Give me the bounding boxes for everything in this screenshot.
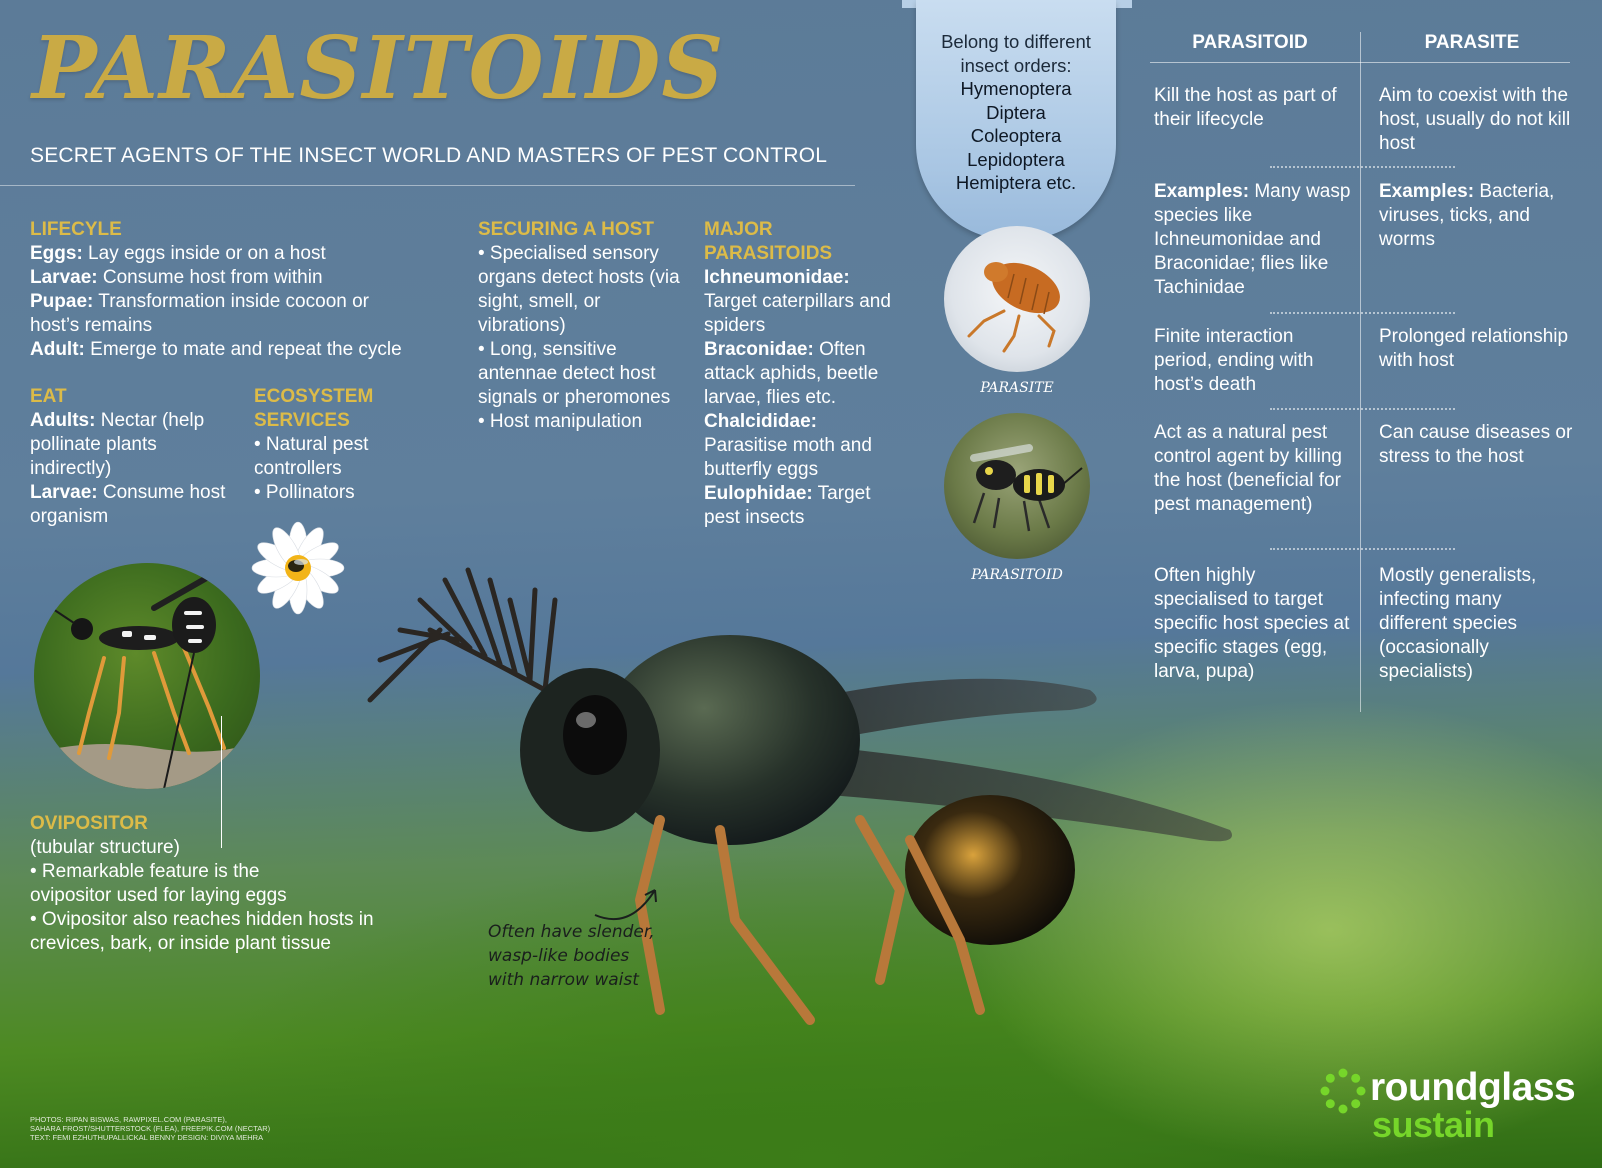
insect-order: Lepidoptera	[967, 148, 1065, 170]
major-parasitoids-item: Braconidae: Often attack aphids, beetle larvae, flies etc.	[704, 339, 879, 408]
table-cell-parasitoid: Kill the host as part of their lifecycle	[1154, 85, 1337, 130]
ecosystem-heading: ECOSYSTEM SERVICES	[254, 386, 374, 431]
table-row-divider	[1270, 166, 1455, 168]
table-header-parasite: PARASITE	[1424, 32, 1520, 53]
wasp-body-note: Often have slender, wasp-like bodies with narrow waist	[488, 922, 655, 990]
table-row-divider	[1270, 548, 1455, 550]
insect-order: Hymenoptera	[960, 78, 1072, 99]
title-divider	[0, 185, 855, 186]
insect-order: Hemiptera etc.	[955, 172, 1077, 193]
eat-item: Adults: Nectar (help pollinate plants indirectly)	[30, 410, 205, 479]
roundglass-logo-icon	[1320, 1068, 1366, 1114]
lifecycle-item: Adult: Emerge to mate and repeat the cycle	[30, 339, 402, 360]
securing-host-item: • Host manipulation	[478, 411, 643, 432]
table-row-divider	[1270, 408, 1455, 410]
page-title: PARASITOIDS	[32, 18, 725, 119]
lifecycle-heading: LIFECYLE	[30, 219, 122, 240]
ecosystem-item: • Natural pest controllers	[254, 434, 369, 479]
lifecycle-item: Larvae: Consume host from within	[30, 267, 323, 288]
ovipositor-wasp-image	[34, 563, 260, 789]
table-cell-parasitoid: Act as a natural pest control agent by killing the host (beneficial for pest management)	[1154, 422, 1342, 515]
major-parasitoids-item: Ichneumonidae: Target caterpillars and spiders	[704, 267, 891, 336]
securing-host-item: • Long, sensitive antennae detect host signals or pheromones	[478, 339, 671, 408]
insect-order: Diptera	[986, 101, 1046, 123]
ecosystem-item: • Pollinators	[254, 482, 355, 503]
daisy-flower-image	[248, 518, 348, 618]
parasitoid-caption: PARASITOID	[971, 567, 1063, 583]
table-cell-parasite: Can cause diseases or stress to the host	[1379, 422, 1573, 467]
lifecycle-section	[30, 218, 450, 362]
parasite-caption: PARASITE	[980, 380, 1054, 396]
table-cell-parasitoid: Often highly specialised to target specific host species at specific stages (egg, larva, pupa)	[1154, 565, 1350, 682]
major-parasitoids-section	[704, 218, 904, 530]
securing-host-section	[478, 218, 683, 434]
table-cell-parasitoid: Examples: Many wasp species like Ichneumonidae and Braconidae; flies like Tachinidae	[1154, 181, 1351, 298]
ovipositor-heading: OVIPOSITOR	[30, 813, 148, 834]
table-cell-parasite: Prolonged relationship with host	[1379, 326, 1569, 371]
brand-tagline: sustain	[1372, 1104, 1495, 1145]
ovipositor-item: • Ovipositor also reaches hidden hosts in crevices, bark, or inside plant tissue	[30, 909, 374, 954]
major-parasitoids-heading: MAJOR PARASITOIDS	[704, 219, 833, 264]
table-cell-parasite: Examples: Bacteria, viruses, ticks, and worms	[1379, 181, 1555, 250]
ecosystem-section	[254, 385, 404, 505]
table-column-divider	[1360, 32, 1361, 712]
table-row-divider	[1270, 312, 1455, 314]
securing-host-item: • Specialised sensory organs detect hosts (via sight, smell, or vibrations)	[478, 243, 680, 336]
photo-credits	[30, 1115, 270, 1142]
table-cell-parasite: Aim to coexist with the host, usually do not kill host	[1379, 85, 1571, 154]
eat-heading: EAT	[30, 386, 67, 407]
flea-image	[944, 226, 1090, 372]
credit-line: SAHARA FROST/SHUTTERSTOCK (FLEA), FREEPIK.COM (NECTAR)	[30, 1124, 271, 1133]
insect-orders-intro: Belong to different insect orders:	[941, 31, 1091, 76]
table-header-parasitoid: PARASITOID	[1192, 32, 1308, 53]
main-parasitoid-wasp-image	[340, 540, 1270, 1060]
table-cell-parasitoid: Finite interaction period, ending with host’s death	[1154, 326, 1314, 395]
page-subtitle: SECRET AGENTS OF THE INSECT WORLD AND MASTERS OF PEST CONTROL	[30, 144, 828, 167]
lifecycle-item: Pupae: Transformation inside cocoon or host’s remains	[30, 291, 369, 336]
parasitoid-wasp-image	[944, 413, 1090, 559]
major-parasitoids-item: Chalcididae: Parasitise moth and butterfly eggs	[704, 411, 872, 480]
table-cell-parasite: Mostly generalists, infecting many different species (occasionally specialists)	[1379, 565, 1537, 682]
credit-line: PHOTOS: RIPAN BISWAS, RAWPIXEL.COM (PARASITE),	[30, 1115, 227, 1124]
brand-name: roundglass	[1370, 1066, 1576, 1109]
lifecycle-item: Eggs: Lay eggs inside or on a host	[30, 243, 326, 264]
eat-item: Larvae: Consume host organism	[30, 482, 226, 527]
insect-order: Coleoptera	[970, 125, 1062, 146]
ovipositor-item: • Remarkable feature is the ovipositor used for laying eggs	[30, 861, 287, 906]
securing-host-heading: SECURING A HOST	[478, 219, 654, 240]
eat-section	[30, 385, 230, 529]
major-parasitoids-item: Eulophidae: Target pest insects	[704, 483, 871, 528]
ovipositor-subtitle: (tubular structure)	[30, 837, 180, 858]
insect-orders-banner	[916, 0, 1116, 240]
credit-line: TEXT: FEMI EZHUTHUPALLICKAL BENNY DESIGN: DIVIYA MEHRA	[30, 1133, 264, 1142]
